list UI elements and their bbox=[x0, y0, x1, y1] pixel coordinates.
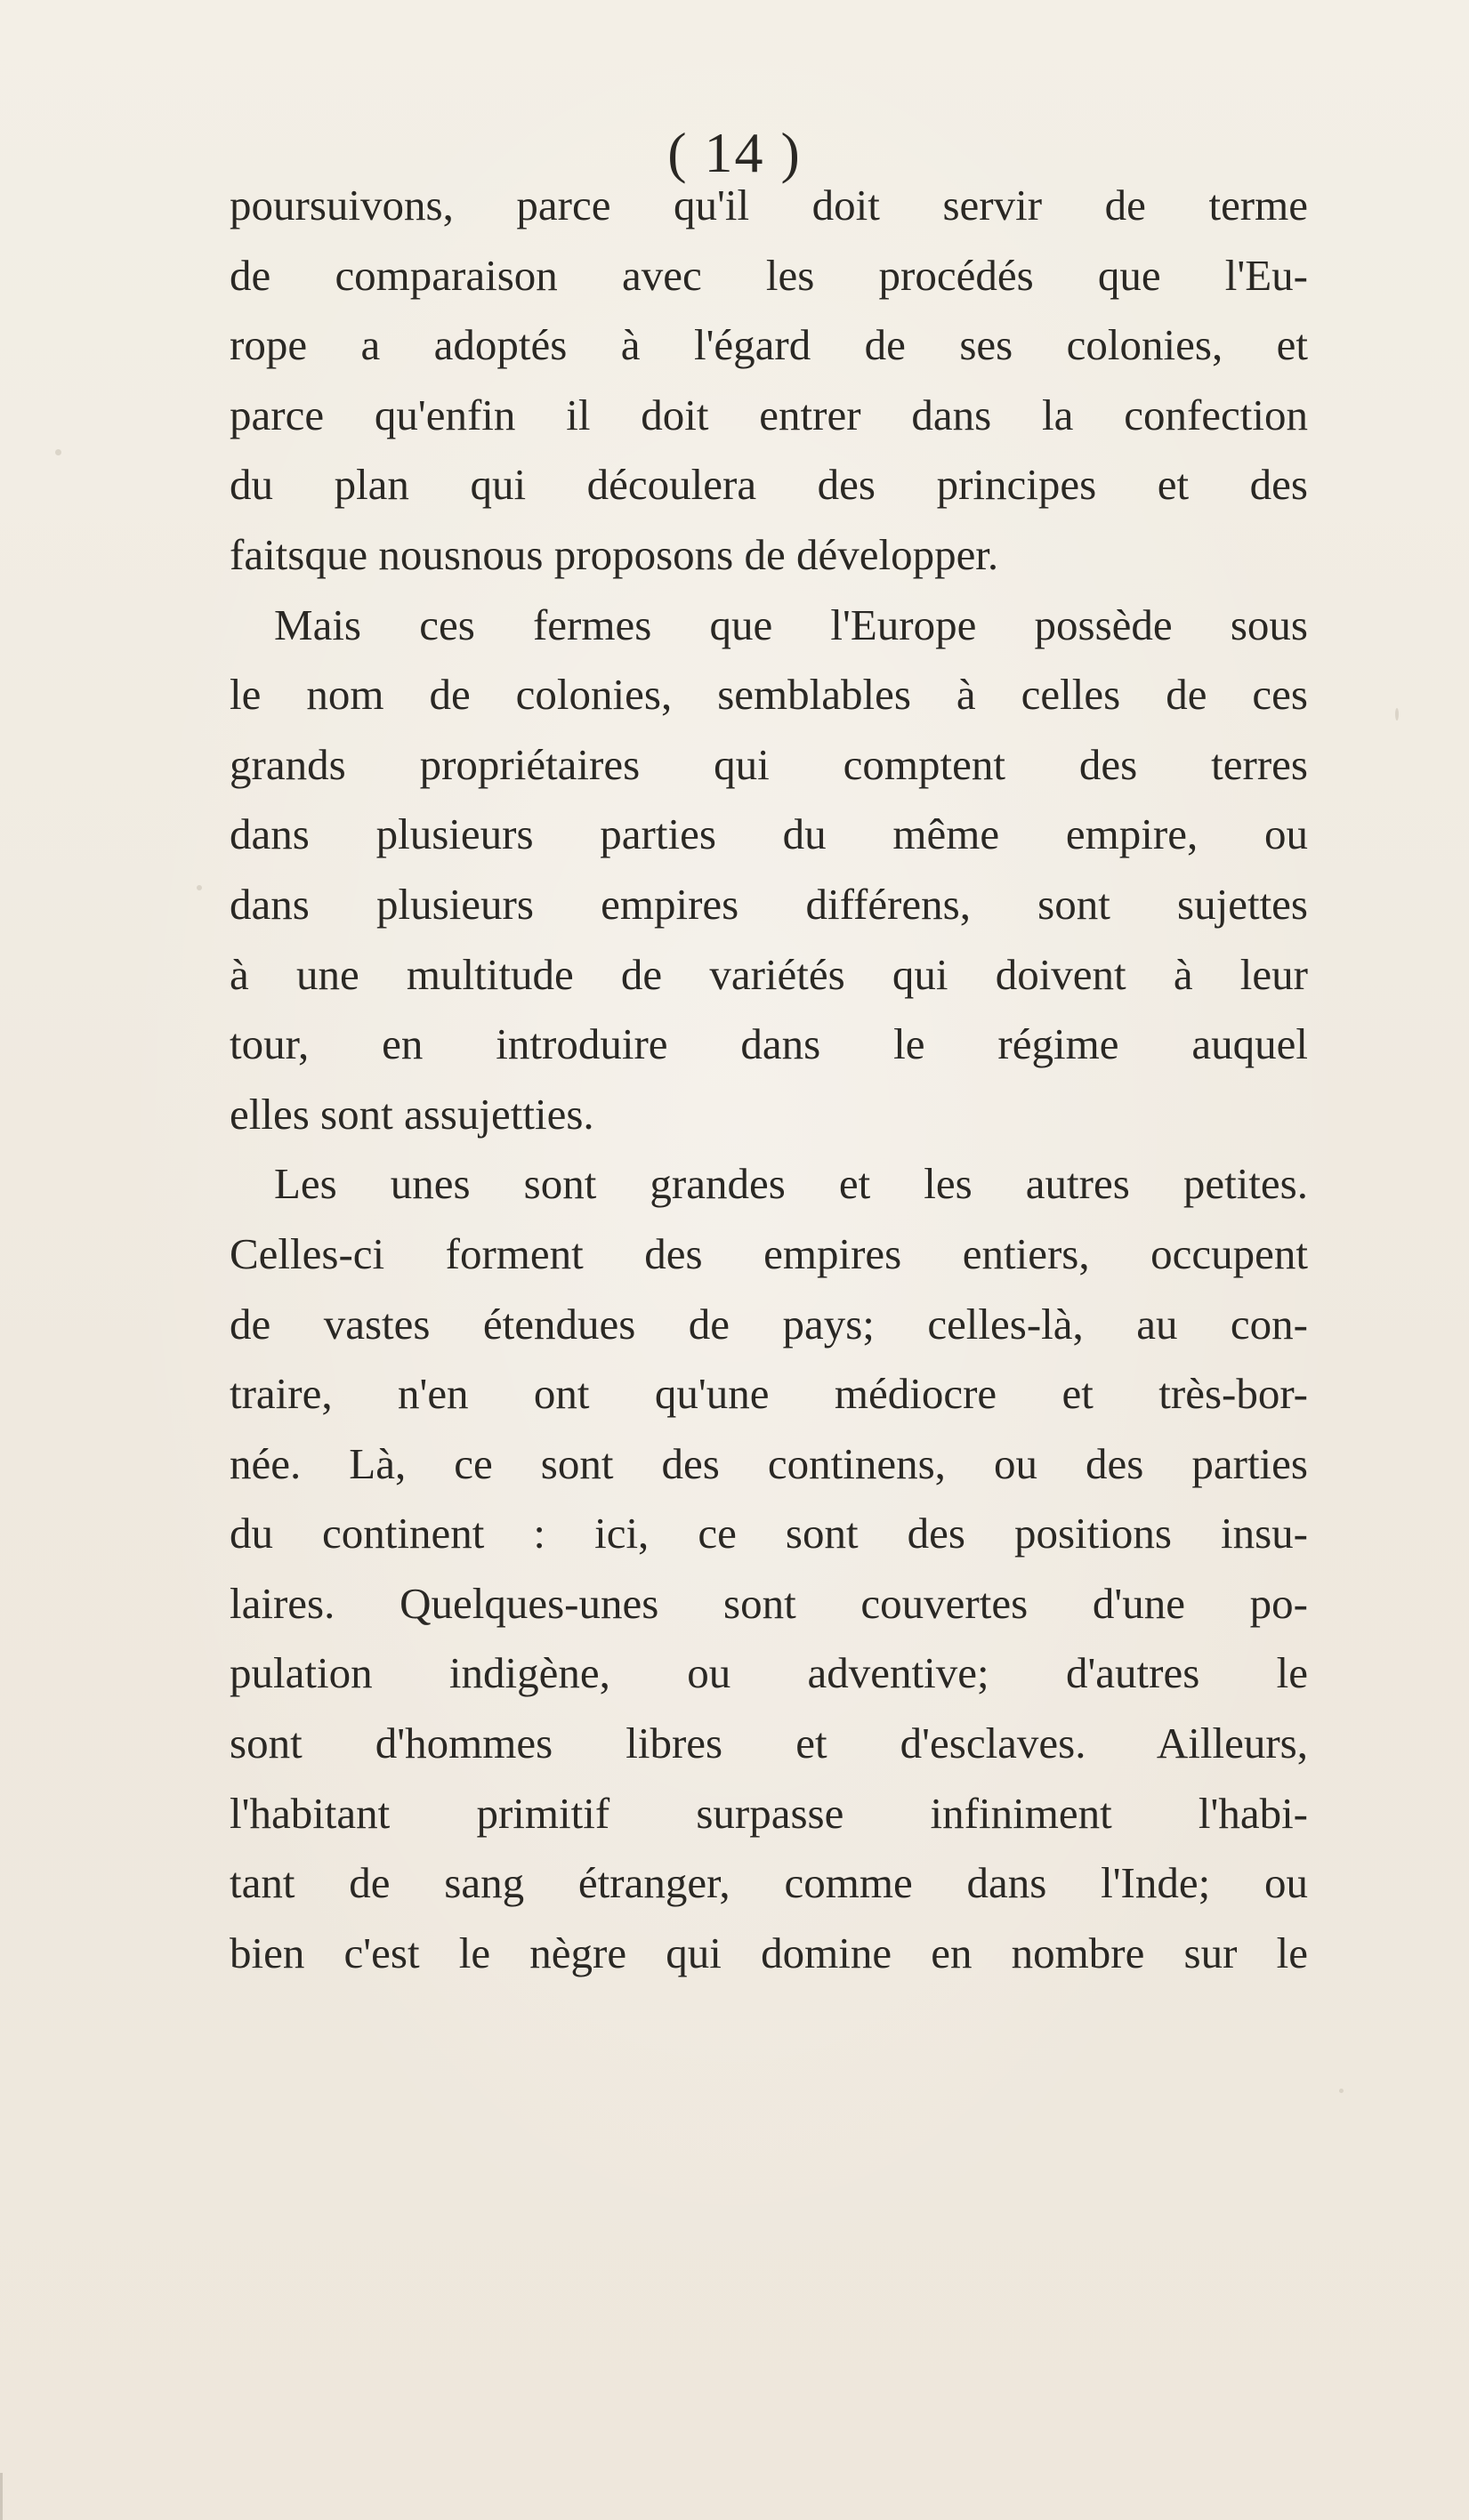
text-line: Mais ces fermes que l'Europe possède sous bbox=[274, 600, 1308, 649]
text-line: sont d'hommes libres et d'esclaves. Ailleurs, bbox=[230, 1719, 1308, 1768]
text-line: rope a adoptés à l'égard de ses colonies, et bbox=[230, 320, 1308, 370]
text-line: à une multitude de variétés qui doivent à leur bbox=[230, 949, 1308, 999]
text-line: de comparaison avec les procédés que l'Eu- bbox=[230, 250, 1308, 300]
text-line: dans plusieurs parties du même empire, ou bbox=[230, 809, 1308, 859]
paper-spot bbox=[1339, 2089, 1344, 2093]
text-line: du plan qui découlera des principes et des bbox=[230, 460, 1308, 510]
text-line: l'habitant primitif surpasse infiniment l'habi- bbox=[230, 1788, 1308, 1838]
text-line: traire, n'en ont qu'une médiocre et très-bor- bbox=[230, 1369, 1308, 1419]
text-line: dans plusieurs empires différens, sont sujettes bbox=[230, 879, 1308, 929]
page-edge-mark bbox=[0, 2473, 3, 2520]
text-line: tant de sang étranger, comme dans l'Inde; ou bbox=[230, 1858, 1308, 1908]
text-line: laires. Quelques-unes sont couvertes d'une po- bbox=[230, 1578, 1308, 1628]
text-line: elles sont assujetties. bbox=[230, 1089, 594, 1139]
paper-spot bbox=[197, 885, 202, 890]
text-line: du continent : ici, ce sont des positions insu- bbox=[230, 1509, 1308, 1558]
paper-spot bbox=[55, 449, 61, 455]
text-line: Les unes sont grandes et les autres petites. bbox=[274, 1159, 1308, 1209]
text-line: née. Là, ce sont des continens, ou des parties bbox=[230, 1438, 1308, 1488]
text-line: grands propriétaires qui comptent des terres bbox=[230, 739, 1308, 789]
text-line: le nom de colonies, semblables à celles de ces bbox=[230, 670, 1308, 720]
text-line: pulation indigène, ou adventive; d'autres le bbox=[230, 1648, 1308, 1698]
body-text bbox=[230, 171, 1308, 1988]
text-line: poursuivons, parce qu'il doit servir de terme bbox=[230, 181, 1308, 229]
text-line: Celles-ci forment des empires entiers, occupent bbox=[230, 1228, 1308, 1278]
text-line: tour, en introduire dans le régime auquel bbox=[230, 1019, 1308, 1069]
text-line: faitsque nousnous proposons de développer. bbox=[230, 529, 999, 579]
text-line: parce qu'enfin il doit entrer dans la confection bbox=[230, 390, 1308, 439]
page-number: ( 14 ) bbox=[667, 121, 802, 184]
text-line: de vastes étendues de pays; celles-là, au con- bbox=[230, 1299, 1308, 1349]
paper-spot bbox=[1395, 708, 1399, 721]
text-line: bien c'est le nègre qui domine en nombre sur le bbox=[230, 1928, 1308, 1977]
